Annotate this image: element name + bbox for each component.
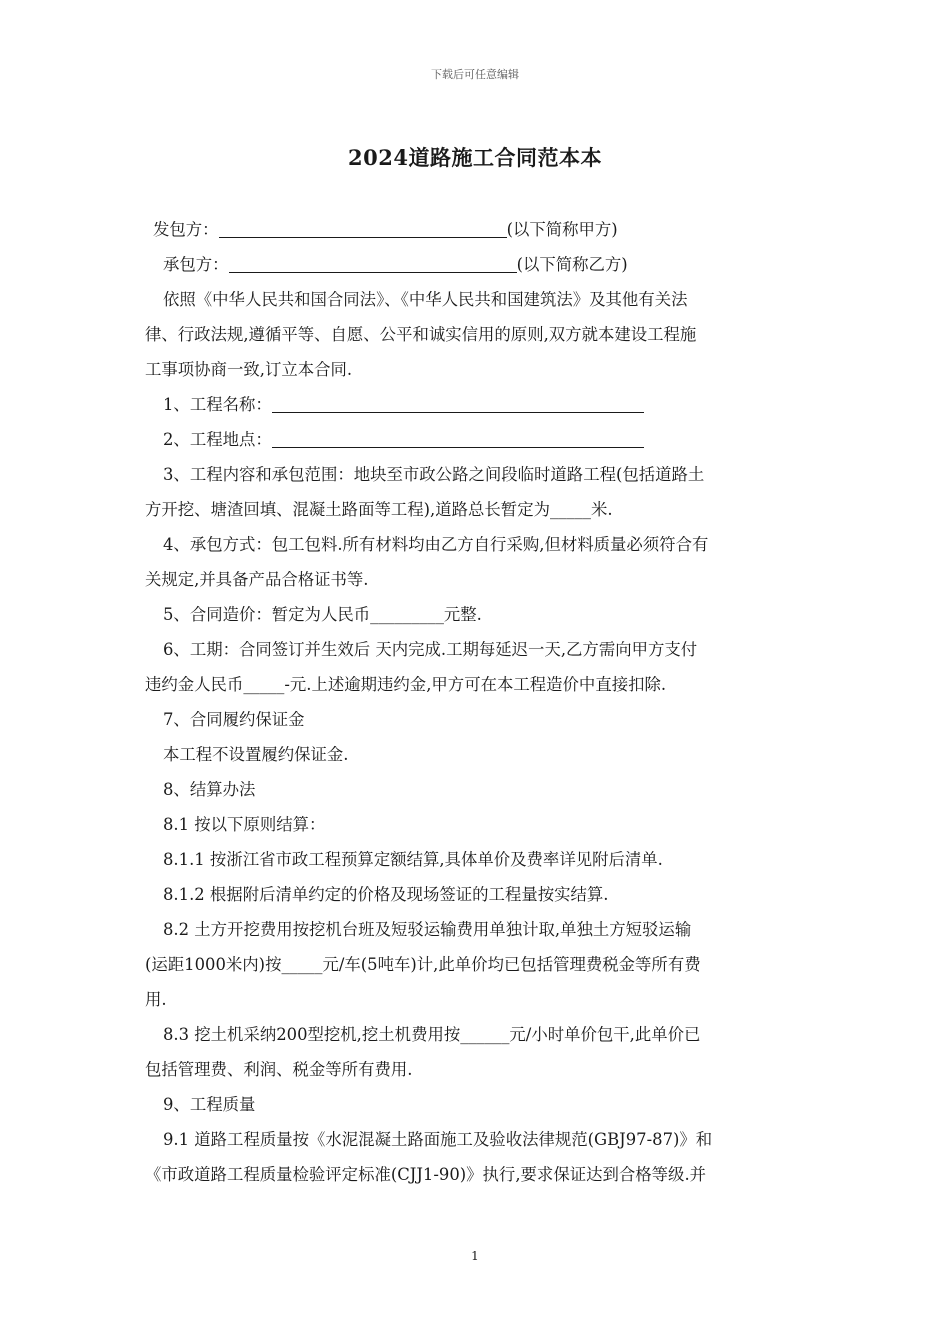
item-1-label: 1、工程名称： xyxy=(163,395,272,414)
item-2-line xyxy=(145,422,807,457)
item-8-2-line-3: 用. xyxy=(145,990,167,1009)
penalty-blank: _____ xyxy=(243,675,285,694)
item-2-label: 2、工程地点： xyxy=(163,430,272,449)
item-8-3-line-1 xyxy=(145,1017,807,1052)
item-6-text: 违约金人民币 xyxy=(145,675,244,694)
party-a-line xyxy=(145,212,807,247)
item-3-line-2 xyxy=(145,492,807,527)
item-9-1-line-2: 《市政道路工程质量检验评定标准(CJJ1-90)》执行,要求保证达到合格等级.并 xyxy=(145,1165,707,1184)
item-6-line-2 xyxy=(145,667,807,702)
excavator-price-blank: ______ xyxy=(460,1025,510,1044)
item-7-text: 本工程不设置履约保证金. xyxy=(163,745,349,764)
party-b-line xyxy=(145,247,807,282)
item-8-1: 8.1 按以下原则结算： xyxy=(163,815,326,834)
item-8-1-2: 8.1.2 根据附后清单约定的价格及现场签证的工程量按实结算. xyxy=(163,885,609,904)
project-name-blank xyxy=(272,392,644,413)
item-9-1-line-1: 9.1 道路工程质量按《水泥混凝土路面施工及验收法律规范(GBJ97-87)》和 xyxy=(163,1130,713,1149)
item-3-text: 方开挖、塘渣回填、混凝土路面等工程),道路总长暂定为 xyxy=(145,500,550,519)
item-8-1-1: 8.1.1 按浙江省市政工程预算定额结算,具体单价及费率详见附后清单. xyxy=(163,850,663,869)
header-note: 下载后可任意编辑 xyxy=(431,68,519,81)
item-1-line xyxy=(145,387,807,422)
item-7-heading: 7、合同履约保证金 xyxy=(163,710,305,729)
item-4-line-1: 4、承包方式：包工包料.所有材料均由乙方自行采购,但材料质量必须符合有 xyxy=(163,535,709,554)
party-b-blank xyxy=(229,252,517,273)
item-3-line-1: 3、工程内容和承包范围：地块至市政公路之间段临时道路工程(包括道路土 xyxy=(163,465,705,484)
item-3-unit: 米. xyxy=(590,500,613,519)
preamble-line-3: 工事项协商一致,订立本合同. xyxy=(145,360,353,379)
page-number: 1 xyxy=(471,1249,479,1263)
item-8-2-text-post: 元/车(5吨车)计,此单价均已包括管理费税金等所有费 xyxy=(322,955,701,974)
preamble-line-2: 律、行政法规,遵循平等、自愿、公平和诚实信用的原则,双方就本建设工程施 xyxy=(145,325,697,344)
item-8-3-text-post: 元/小时单价包干,此单价已 xyxy=(509,1025,701,1044)
party-b-suffix: (以下简称乙方) xyxy=(516,255,628,274)
item-5-text: 5、合同造价：暂定为人民币 xyxy=(163,605,371,624)
item-8-2-line-1: 8.2 土方开挖费用按挖机台班及短驳运输费用单独计取,单独土方短驳运输 xyxy=(163,920,692,939)
party-a-label: 发包方： xyxy=(153,220,219,239)
item-8-2-line-2 xyxy=(145,947,807,982)
document-title: 2024道路施工合同范本本 xyxy=(348,145,602,170)
item-8-3-line-2: 包括管理费、利润、税金等所有费用. xyxy=(145,1060,413,1079)
item-8-heading: 8、结算办法 xyxy=(163,780,256,799)
item-5-unit: 元整. xyxy=(443,605,482,624)
project-location-blank xyxy=(272,427,644,448)
item-8-3-text: 8.3 挖土机采纳200型挖机,挖土机费用按 xyxy=(163,1025,461,1044)
item-6-text-post: -元.上述逾期违约金,甲方可在本工程造价中直接扣除. xyxy=(284,675,667,694)
item-8-2-text: (运距1000米内)按 xyxy=(145,955,282,974)
party-a-blank xyxy=(219,217,507,238)
party-a-suffix: (以下简称甲方) xyxy=(506,220,618,239)
item-6-line-1: 6、工期：合同签订并生效后 天内完成.工期每延迟一天,乙方需向甲方支付 xyxy=(163,640,698,659)
road-length-blank: _____ xyxy=(549,500,591,519)
item-5-line xyxy=(145,597,807,632)
item-9-heading: 9、工程质量 xyxy=(163,1095,256,1114)
contract-price-blank: _________ xyxy=(370,605,444,624)
item-4-line-2: 关规定,并具备产品合格证书等. xyxy=(145,570,369,589)
preamble-line-1: 依照《中华人民共和国合同法》、《中华人民共和国建筑法》及其他有关法 xyxy=(163,290,688,309)
haul-price-blank: _____ xyxy=(281,955,323,974)
party-b-label: 承包方： xyxy=(163,255,229,274)
document-body xyxy=(145,212,807,1192)
